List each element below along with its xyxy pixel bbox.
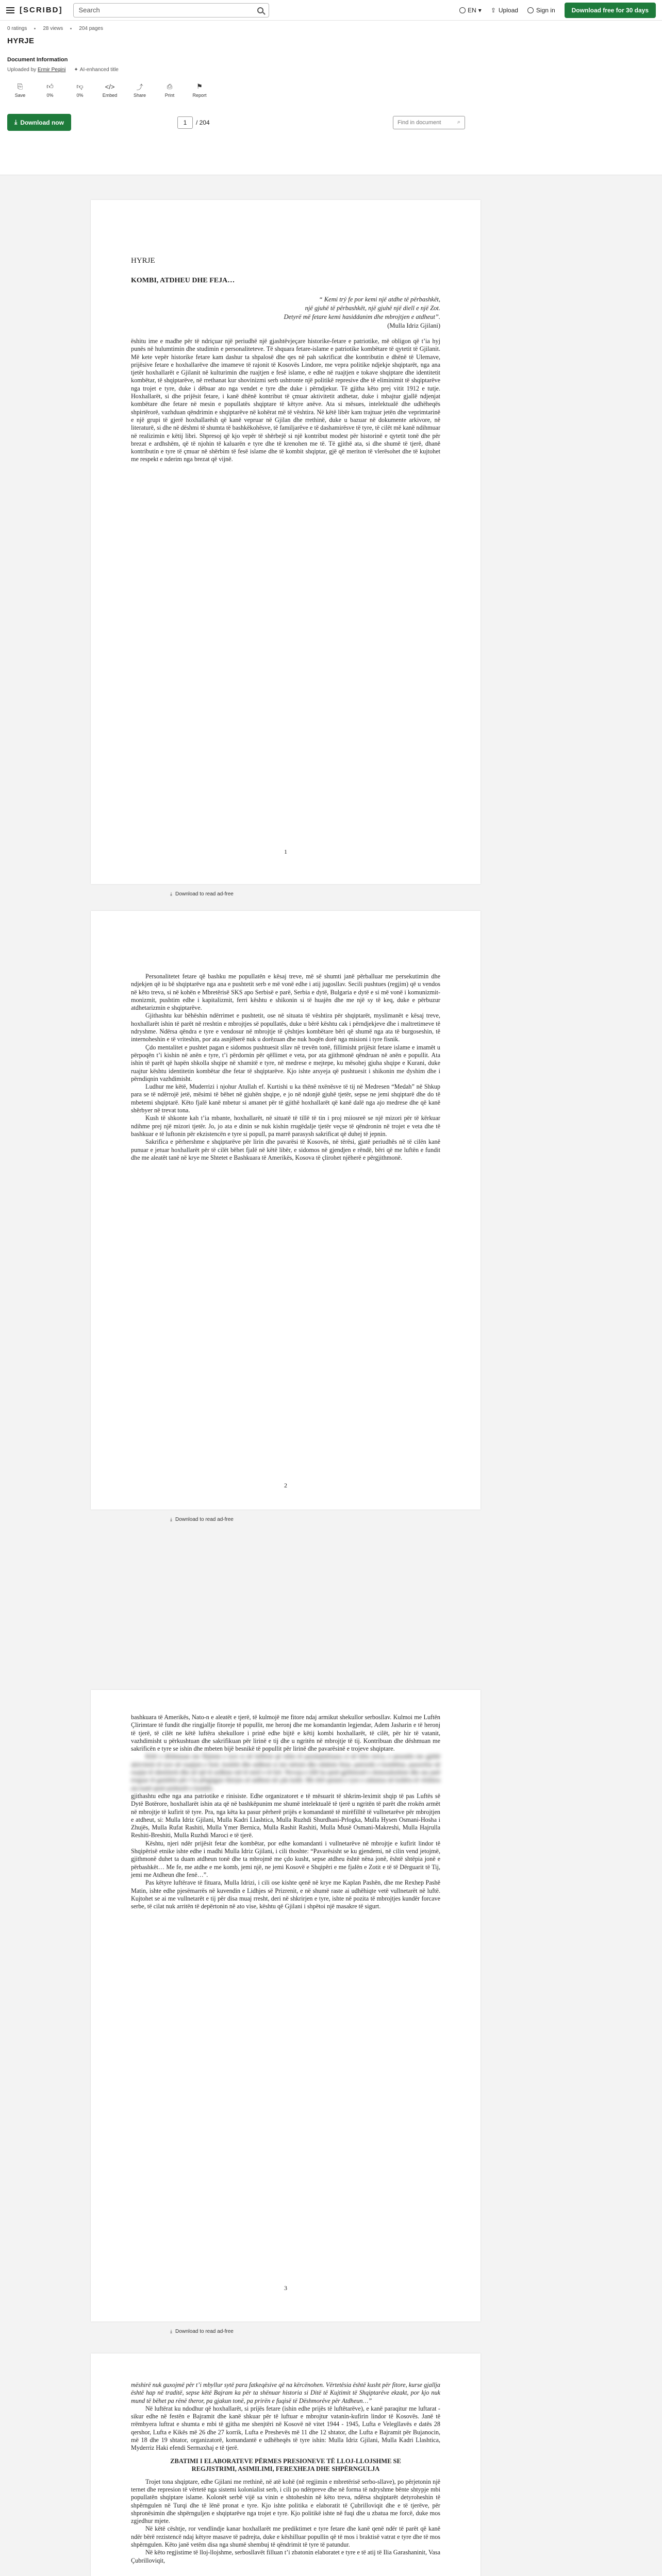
download-icon: ⤓ <box>170 1517 172 1522</box>
quoted-paragraph: mëshirë nuk guxojmë për t’i mbyllur sytë para fatkeqësive që na kërcënohen. Vërtetësia është kusht për fitore, kurse gjallja është hap në traditë, sepse këtë Bajram ka për ta shënuar historia si Ditë të Kujtimit të Shqiptarëve ekzakt, por kjo nuk mund të bëhet pa rënë theror, pa gjakun tonë, pa prirën e fuqisë të Dëshmorëve për Atdheun…” <box>131 2381 440 2404</box>
paragraph: ëshitu ime e madhe për të ndriçuar një periudhë një gjashtëvjeçare historike-fetare e patriotike, më obligon që t’ia hyj punës në hulumtimin dhe studimin e personaliteteve. Të shquara fetare-islame e patriotike kombëtare të qytetit të Gjilanit. Më kete vepër historike fetare kam dashur ta shpalosë dhe qes në pah sakrificat dhe kontributin e dhënë të Ulemave, prijësive fetare e hoxhallarëve dhe imameve të rajonit të Kosovës Lindore, me vepra politike ndjekje shqiptarët, nga ana tjetër hoxhallarët e Gjilanit në kulturimin dhe ruajtjen e fesë islame, e edhe në ruajtjen e tokave shqiptare dhe identitetit kombëtar, të shqiptarëve, në rrethanat kur shovinizmi serb ushtronte një politikë represive dhe të eliminimit të shqiptarëve nga trojet e tyre, duke i dëbuar ato nga vendet e tyre dhe duke i përndjekur. Të gjitha këto prej vitit 1912 e tutje. Hoxhallarët, si dhe prijësit fetare, i kanë dhënë kontribut të çmuar aktivitetit atdhetar, duke i mbajtur gjallë ndjenjat kombëtare dhe fetare në mesin e popullatës shqiptare të këtyre anëve. Ata si mësues, intelektualë dhe udhëheqës shpirtërorë, vazhduan qëndrimin e shqiptarëve në kohërat më të vështira. Në këtë libër kam trajtuar jetën dhe veprimtarinë e një grupi të gjerë hoxhallarësh që kanë vepruar në Gjilan dhe rrethinë, duke u bazuar në dokumente arkivore, në literaturë, si dhe në dëshmi të shumta të bashkëkohësve, të familjarëve e të dashamirësve të tyre, të cilët më kanë ndihmuar në realizimin e këtij libri. Shpresoj që kjo vepër të shërbejë si një kontribut modest për historinë e qytetit tonë dhe për brezat e ardhshëm, që të njohin të kaluarën e tyre dhe të krenohen me të. Të gjithë ata, si dhe shumë të tjerë, dhanë kontributin e tyre të çmuar në shërbim të fesë islame dhe të kombit shqiptar, gjë që meriton të vlerësohet dhe të kujtohet me respekt e nderim nga brezat që vijnë. <box>131 337 441 463</box>
document-toolbar <box>7 114 655 131</box>
upload-info <box>7 67 655 73</box>
code-icon: </> <box>105 82 115 91</box>
paragraph: Pas këtyre luftërave të fituara, Mulla Idrizi, i cili ose kishte qenë në krye me Kaplan Pashën, dhe me Rexhep Pashë Matin, ishte edhe pjesëmarrës në kuvendin e Lidhjes së Prizrenit, e në shumë raste ai udhëhiqte vetë vullnetarët në luftë. Kujtohet se ai me vullnetarët e tij për disa muaj rresht, deri në shkrirjen e tyre, ishte në pozita të mbrojtjes kundër forcave serbe, të cilat nuk arritën të depërtonin në ato vise, kështu që Gjilani i shpëtoi një masakre të sigurt. <box>131 1879 440 1910</box>
paragraph: Trojet tona shqiptare, edhe Gjilani me rrethinë, në atë kohë (në regjimin e mbretërisë serbo-sllave), po përjetonin një ternet dhe represion të vërtetë nga sistemi kolonialist serb, i cili po ndërpreve dhe në forma të ndryshme bënte shtypje mbi popullatën shqiptare islame. Kolonët serbë vijë sa vinin e shtoheshin në këto treva, ndërsa shqiptarët detyroheshin të shpërngulen në Turqi dhe të lënë pronat e tyre. Kjo ishte politika e elaboratit të Çubrilloviqit dhe e të tjerëve, për shpronësimin dhe shpërnguljen e shqiptarëve nga trojet e tyre. Kjo politikë ishte në fuqi dhe u zbatua me forcë, duke mos zgjedhur mjete. <box>131 2478 440 2525</box>
paragraph: Personalitetet fetare që bashku me popullatën e kësaj treve, më së shumti janë përballuar me persekutimin dhe ndjekjen që iu bë shqiptarëve nga ana e pushtetit serb e më vonë edhe i atij jugosllav. Secili pushtues (regjim) që u vendos në këto treva, si në kohën e Mbretërisë SKS apo Serbisë e parë, Serbia e dytë, Bulgaria e dytë e si më vonë i komunizmit-monizmit, pushtim edhe i kapitalizmit, ferri kështu e shikonin si të huajën dhe me një sy të keq, duke e përbuzur atdhetarizmin e shqiptarëve. <box>131 973 440 1012</box>
sparkle-icon: ✦ <box>74 67 78 73</box>
download-ad-free-link[interactable] <box>170 1517 234 1522</box>
uploader-link[interactable]: Ermir Peqini <box>37 67 66 73</box>
document-page-2 <box>91 911 481 1510</box>
find-in-document-input[interactable] <box>393 116 465 129</box>
paragraph: Çdo mentalitet e pushtet pagan e sidomos pushtuesit sllav në trevën tonë, fillimisht prijësit fetare islame e imamët u përpoqën t’i kishin në anën e tyre, t’i përdornin për qëllimet e veta, por ata gjithmonë qëndruan në anën e popullit. Ata ishin të parët që hapën shkolla shqipe në xhamitë e tyre, në medrese e mejtepe, ku mësohej gjuha shqipe e Kurani, duke ruajtur kështu identitetin kombëtar dhe fetar të shqiptarëve. Kjo ishte arsyeja që pushtuesit i shikonin me dyshim dhe i përndiqnin vazhdimisht. <box>131 1043 440 1082</box>
download-icon: ⤓ <box>170 891 172 896</box>
download-icon: ⤓ <box>14 118 18 126</box>
page-count: 204 pages <box>79 26 103 31</box>
separator-dot <box>34 28 36 29</box>
paragraph: Në luftërat ku ndodhur që hoxhallarët, si prijës fetare (ishin edhe prijës të luftëtarëve), e kanë paraqitur me luftarat - sikur edhe në festën e Bajramit dhe kanë shkuar për të luftuar e mbrojtur vatanin-kufirin lindor të Kosovës. Janë të rrëmbyera luftrat e shumta e mbi të gjitha me shenjtëri në Kosovë në vitet 1944 - 1945, Lufta e Velegllavës e datës 28 qershor, Lufta e Kikës më 26 dhe 27 korrik, Lufta e Preshevës më 11 dhe 12 shtator, dhe Lufta e Bajramit për Bujanocin, më 18 dhe 19 shtator, organizatorë, komandantë e udhëheqës të tyre ishin: Mulla Idriz Gjilani, Mulla Kadri Llashtica, Myderriz Haki efendi Sermaxhaj e të tjerë. <box>131 2404 440 2452</box>
thumbs-up-button[interactable] <box>37 80 63 100</box>
upload-icon: ⇪ <box>490 6 496 14</box>
chevron-down-icon: ▾ <box>478 6 482 14</box>
section-heading: KOMBI, ATDHEU DHE FEJA… <box>131 277 235 284</box>
download-now-button[interactable] <box>7 114 71 131</box>
document-title: HYRJE <box>7 37 35 45</box>
report-label: Report <box>192 93 207 98</box>
download-free-button[interactable]: Download free for 30 days <box>565 3 656 18</box>
download-ad-free-label: Download to read ad-free <box>175 1517 234 1522</box>
epigraph-line: “ Kemi trý fe por kemi një atdhe të përbashkët, <box>319 296 440 303</box>
search-icon[interactable] <box>257 7 263 13</box>
paragraph: Sakrifica e përhershme e shqiptarëve për lirin dhe pavarësi të Kosovës, në tërësi, gjatë periudhës në të cilën kanë punuar e jetuar hoxhallarët për të cilët bëhet fjalë në këtë libër, e sidomos në gjendjen e rëndë, bëri që me luftën e fundit dhe me aleatët tanë në krye me Shtetet e Bashkuara të Amerikës, Kosova të çlirohet njëherë e përgjithmonë. <box>131 1138 440 1161</box>
upload-label: Upload <box>498 6 518 14</box>
thumbs-up-icon: 👍︎ <box>46 82 54 90</box>
thumbs-down-icon: 👎︎ <box>76 82 84 90</box>
document-stats <box>7 26 655 31</box>
paragraph: bashkuara të Amerikës, Nato-n e aleatët e tjerë, të kulmojë me fitore ndaj armikut shekullor serbosllav. Kulmoi me Luftën Çlirimtare të fundit dhe ringjallje fitoreje të popullit, me heronj dhe me komandantin legjendar, Adem Jasharin e të heronj të tjerë, të cilët ne këtë luftëra shekullore i prinë edhe bijtë e këtij kombi hoxhallarët, të cilët, për hir të vatanit, vazhdimisht u përkushtuan dhe sakrifikuan për lirinë e tij dhe u ngritën në mbrojtje të tij. Kontribuan dhe dëshmuan me sakrificën e tyre se ishin dhe mbeten bijë besnikë të popullit për lirinë dhe pavarësinë e trojeve shqiptare. <box>131 1714 440 1753</box>
page-number-input[interactable]: 1 <box>177 116 193 129</box>
embed-button[interactable] <box>97 80 123 100</box>
globe-icon <box>459 7 466 13</box>
document-info-heading[interactable]: Document Information <box>7 57 68 63</box>
top-bar <box>0 0 662 21</box>
uploaded-by-label: Uploaded by <box>7 67 37 73</box>
printer-icon: ⎙ <box>167 82 173 90</box>
download-ad-free-link[interactable] <box>170 2329 234 2334</box>
scribd-logo[interactable]: [SCRIBD] <box>20 6 63 14</box>
share-label: Share <box>133 93 146 98</box>
ratings-count[interactable]: 0 ratings <box>7 26 27 31</box>
share-button[interactable] <box>127 80 153 100</box>
search-icon: ⌕ <box>457 119 460 125</box>
paragraph: Gjithashtu kur bëhëshin ndërrimet e pushtetit, ose në situata të vështira për shqiptarët, myslimanët e kësaj treve, hoxhallarët ishin të parët në rreshtin e mbrojtjes së popullatës, duke u bërë kështu cak i përndjekjeve dhe i maltretimeve të ndryshme. Ndërsa qëndra e tyre e vendosur në mbrojtje të çështjes kombëtare bëri që shumë nga ata të burgoseshin, të internoheshin e të vriteshin, por ata asnjëherë nuk u dorëzuan dhe nuk hoqën dorë nga misioni i tyre fisnik. <box>131 1012 440 1043</box>
page-total: / 204 <box>195 118 210 126</box>
page-number: 3 <box>284 2284 287 2292</box>
document-page-3 <box>91 1690 481 2321</box>
embed-label: Embed <box>102 93 118 98</box>
page-number: 1 <box>284 848 287 855</box>
upload-button[interactable] <box>491 7 518 14</box>
separator-dot <box>70 28 72 29</box>
section-heading: REGJISTRIMI, ASIMILIMI, FEREXHEJA DHE SHPËRNGULJA <box>191 2465 380 2472</box>
ai-title-label: AI-enhanced title <box>79 67 119 73</box>
blurred-paragraph: Këtë e dëshmuan me flijimin e tyre si në luftërat që ishin të paralajmëruara si në këto treva, e pesonën me gjithë aktivitetit të tyre në ruajtjen e fesë, kombit dhe atdheut si me mësim dhe edukim fetar, patriotik e kombëtar, pasorrëse në ruajtje të identitetit dhe në një të ardhme më të mirë e të lirë. Nevoja e tillë ka qenë gjithmonë e domosdoshme dhe ata janë treguar të gatshëm për t’iu përgjigjur thirrjes së atdheut në çdo kohë. Me tërë qenien e tyre e sidomos në kohëra të vështira ata kanë qenë pishtarët e kombit. <box>131 1753 441 1792</box>
epigraph-author: (Mulla Idriz Gjilani) <box>387 322 440 329</box>
page-heading: HYRJE <box>131 257 155 265</box>
epigraph-line: një gjuhë të përbashkët, një gjuhë një diell e një Zot. <box>305 304 440 312</box>
download-icon: ⤓ <box>170 2329 172 2334</box>
paragraph: Në këtë cështje, ror vendlindje kanar hoxhallarët me prediktimet e tyre fetare dhe kanë qenë ndër të parët që kanë ndër bërë rezistencë ndaj këtyre masave të padrejta, duke e këshilluar popullin që të mos i braktisë vatrat e tyre dhe të mos shpërngulen. Këto janë vetëm disa nga shumë shembuj të qëndrimit të tyre të patundur. <box>131 2525 440 2549</box>
paragraph: Ludhur me këtë, Muderrizi i njohur Atullah ef. Kurtishi u ka thënë nxënësve të tij në Medresen “Medah” në Shkup para se të ndërrojë jetë, mësimi të bëhet në gjuhën shqipe, e jo në ndonjë gjuhë tjetër, sepse ne jemi shqiptarë dhe do të mbetemi shqiptarë. Këto fjalë kanë mbetur si amanet për të gjithë hoxhallarët që kanë dalë nga ajo medrese dhe që kanë shërbyer në trevat tona. <box>131 1083 440 1114</box>
user-icon <box>527 7 534 13</box>
upvote-percent: 0% <box>46 93 54 98</box>
report-button[interactable] <box>187 80 212 100</box>
views-count: 28 views <box>43 26 63 31</box>
download-now-label: Download now <box>20 118 64 126</box>
paragraph: Kush të shkonte kah t’ia mbante, hoxhallarët, në situatë të tillë të tin i proj miiosreë se një mizori për të kërkuar ndihme prej një mizori tjetër. Jo, jo ata e dinin se nuk kishin rrugëdalje tjetër veçse të qëndronin në trojet e veta dhe të bashkuar e të luftonin për ekzistencën e tyre si popull, pa marrë parasysh sakrificat që duhej të jepnin. <box>131 1114 440 1138</box>
search-placeholder: Search <box>78 6 100 14</box>
bookmark-icon: ⎘ <box>17 82 23 90</box>
print-button[interactable] <box>157 80 183 100</box>
document-page-1 <box>91 200 481 884</box>
language-label: EN <box>468 6 476 14</box>
sign-in-button[interactable] <box>527 7 555 14</box>
paragraph: Në këto regjistime të lloj-llojshme, serbosllavët filluan t’i zbatonin elaboratet e tyre e të atij të Ilia Garashaninit, Vasa Çubrilloviqit, <box>131 2549 440 2564</box>
page-number: 2 <box>284 1482 287 1489</box>
page-navigator <box>177 116 210 129</box>
download-ad-free-link[interactable] <box>170 891 234 897</box>
action-row <box>7 80 655 100</box>
save-button[interactable] <box>7 80 33 100</box>
find-placeholder: Find in document <box>398 119 441 126</box>
download-ad-free-label: Download to read ad-free <box>175 2329 234 2334</box>
search-input[interactable] <box>73 3 269 18</box>
hamburger-menu-icon[interactable] <box>6 7 14 13</box>
paragraph: gjithashtu edhe nga ana patriotike e rinisiste. Edhe organizatoret e të mësuarit të shkrim-leximit shqip të pas Luftës së Dytë Botërore, hoxhallarët ishin ata që në bashkëpunim me shumë intelektualë të tjerë u ngritën të parët dhe rrokën armët në mbrojtje të kufirit të tyre. Pra, nga këta ka pasur përherë prijës e komandantë të mirëfilltë të vullnetarëve për mbrojtjen e atdheut, si: Mulla Idriz Gjilani, Mulla Kadri Llashtica, Mulla Ruzhdi Shurdhani-Prlogka, Mulla Hysen Osmani-Hosha i Zhujës, Mulla Rufat Rashiti, Mulla Ymer Bernica, Mulla Rashit Rashiti, Mulla Musë Osmani-Makreshi, Mulla Hajrulla Reshiti-Breshiti, Mulla Ruzhdi Maroci e të tjerë. <box>131 1792 440 1839</box>
thumbs-down-button[interactable] <box>67 80 93 100</box>
download-ad-free-label: Download to read ad-free <box>175 891 234 897</box>
paragraph: Kështu, njeri ndër prijësit fetar dhe kombëtar, por edhe komandanti i vullnetarëve në mbrojtje e kufirit lindor të Shqipërisë etnike ishte edhe i madhi Mulla Idriz Gjilani, i cili thoshte: “Pavarësisht se ku gjendemi, në cilin vend jetojmë, gjithmonë duhet ta duam atdheun tonë dhe ta mbrojmë me çdo kusht, sepse atdheu është nëna jonë, është shtëpia jonë e përbashkët… Me fe, me atdhe e me komb, jemi një, ne jemi Kosovë e Shqipëri e me fjalën e Zotit e të të Dërguarit të Tij, jemi me Atdheun dhe fenë…”. <box>131 1839 440 1878</box>
epigraph-line: Detyrë më fetare kemi hasiddanim dhe mbrojtjen e atdheut”. <box>284 313 440 320</box>
language-selector[interactable] <box>459 7 482 14</box>
flag-icon: ⚑ <box>196 82 203 90</box>
share-icon: ⤴ <box>136 83 143 91</box>
document-info-panel <box>0 21 662 175</box>
print-label: Print <box>164 93 175 98</box>
epigraph <box>131 295 440 330</box>
downvote-percent: 0% <box>76 93 84 98</box>
document-page-4 <box>91 2353 481 2576</box>
section-heading: ZBATIMI I ELABORATEVE PËRMES PRESIONEVE TË LLOJ-LLOJSHME SE <box>170 2457 401 2465</box>
save-label: Save <box>14 93 26 98</box>
sign-in-label: Sign in <box>536 6 555 14</box>
